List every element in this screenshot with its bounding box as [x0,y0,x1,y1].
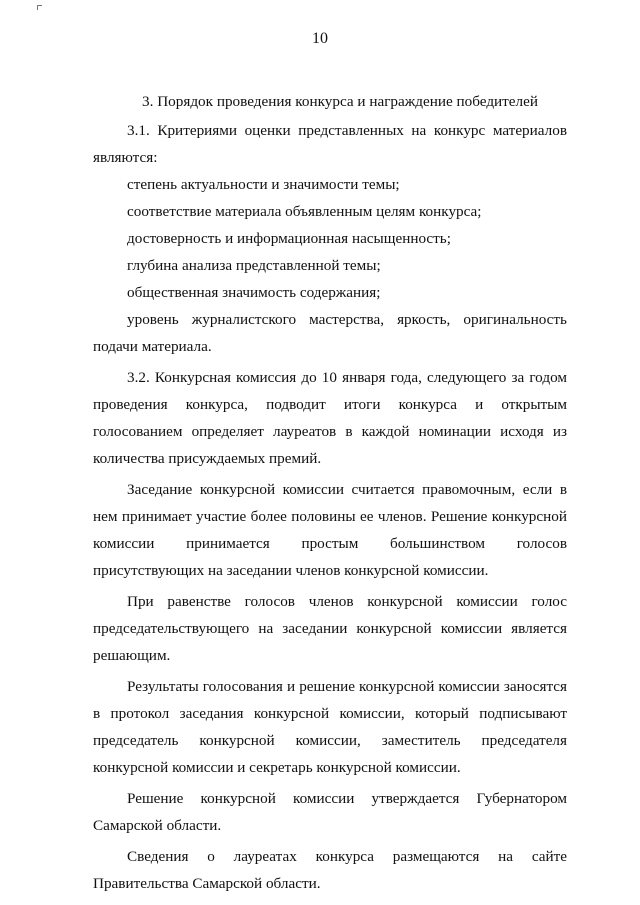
commission-paragraph-protocol [93,673,567,781]
section-heading: 3. Порядок проведения конкурса и награждение победителей [142,93,538,110]
paragraph-line: Результаты голосования и решение конкурсной комиссии заносятся [127,678,567,695]
commission-paragraph-publication [93,843,567,897]
criteria-item: степень актуальности и значимости темы; [127,176,400,193]
paragraph-line: голосованием определяет лауреатов в каждой номинации исходя из [93,423,567,440]
commission-paragraph-results [93,364,567,472]
paragraph-line: комиссии принимается простым большинством голосов [93,535,567,552]
criteria-intro-paragraph [93,117,567,171]
document-body [93,91,567,897]
paragraph-line: Правительства Самарской области. [93,875,321,892]
paragraph-line: присутствующих на заседании членов конкурсной комиссии. [93,562,489,579]
paragraph-line: в протокол заседания конкурсной комиссии, который подписывают [93,705,567,722]
criteria-intro-line: являются: [93,149,158,166]
paragraph-line: При равенстве голосов членов конкурсной комиссии голос [127,593,567,610]
criteria-item: глубина анализа представленной темы; [127,257,381,274]
criteria-item-last [93,306,567,360]
criteria-item: общественная значимость содержания; [127,284,381,301]
paragraph-line: проведения конкурса, подводит итоги конкурса и открытым [93,396,567,413]
criteria-item-line: уровень журналистского мастерства, яркость, оригинальность [127,311,567,328]
scan-corner-mark [37,5,42,10]
paragraph-line: Самарской области. [93,817,222,834]
paragraph-line: 3.2. Конкурсная комиссия до 10 января года, следующего за годом [127,369,567,386]
criteria-item-line: подачи материала. [93,338,212,355]
paragraph-line: количества присуждаемых премий. [93,450,322,467]
paragraph-line: Заседание конкурсной комиссии считается правомочным, если в [127,481,567,498]
commission-paragraph-tie [93,588,567,669]
paragraph-line: нем принимает участие более половины ее членов. Решение конкурсной [93,508,567,525]
paragraph-line: конкурсной комиссии и секретарь конкурсной комиссии. [93,759,461,776]
criteria-item: достоверность и информационная насыщенность; [127,230,451,247]
commission-paragraph-quorum [93,476,567,584]
paragraph-line: Сведения о лауреатах конкурса размещаются на сайте [127,848,567,865]
paragraph-line: решающим. [93,647,171,664]
paragraph-line: председательствующего на заседании конкурсной комиссии является [93,620,567,637]
paragraph-line: Решение конкурсной комиссии утверждается Губернатором [127,790,567,807]
paragraph-line: председатель конкурсной комиссии, заместитель председателя [93,732,567,749]
commission-paragraph-approval [93,785,567,839]
criteria-item: соответствие материала объявленным целям конкурса; [127,203,482,220]
page-number: 10 [312,30,328,47]
criteria-intro-line: 3.1. Критериями оценки представленных на конкурс материалов [127,122,567,139]
